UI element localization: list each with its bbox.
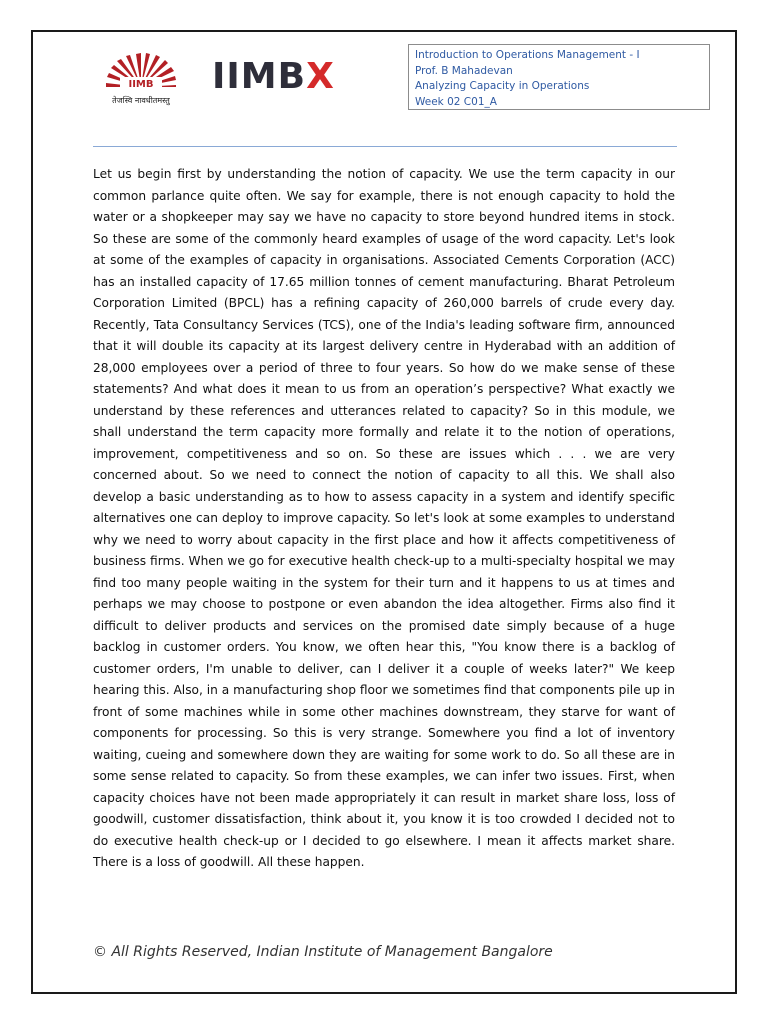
iimbx-logo-main: IIMB (212, 56, 307, 97)
header-divider (93, 146, 677, 147)
course-title: Introduction to Operations Management - I (415, 49, 640, 61)
iimb-motto-text: तेजस्वि नावधीतमस्तु (112, 96, 170, 105)
week-code: Week 02 C01_A (415, 95, 497, 108)
topic-title: Analyzing Capacity in Operations (415, 80, 590, 92)
iimb-mark-text: IIMB (128, 79, 154, 90)
professor-name: Prof. B Mahadevan (415, 64, 513, 77)
transcript-paragraph: Let us begin first by understanding the notion of capacity. We use the term capacity in our common parlance quite often. We say for example, there is not enough capacity to hold the water or a shopkeeper may say we have no capacity to store beyond hundred items in stock. So these are some of the commonly heard examples of usage of the word capacity. Let's look at some of the examples of capacity in organisations. Associated Cements Corporation (ACC) has an installed capacity of 17.65 million tonnes of cement manufacturing. Bharat Petroleum Corporation Limited (BPCL) has a refining capacity of 260,000 barrels of crude every day. Recently, Tata Consultancy Services (TCS), one of the India's leading software firm, announced that it will double its capacity at its largest delivery centre in Hyderabad with an addition of 28,000 employees over a period of three to four years. So how do we make sense of these statements? And what does it mean to us from an operation’s perspective? What exactly we understand by these references and utterances related to capacity? So in this module, we shall understand the term capacity more formally and relate it to the notion of operations, improvement, competitiveness and so on. So these are issues which . . . we are very concerned about. So we need to connect the notion of capacity to all this. We shall also develop a basic understanding as to how to assess capacity in a system and identify specific alternatives one can deploy to improve capacity. So let's look at some examples to understand why we need to worry about capacity in the first place and how it affects competitiveness of business firms. When we go for executive health check-up to a multi-specialty hospital we may find too many people waiting in the system for their turn and it happens to us at times and perhaps we may choose to postpone or even abandon the idea altogether. Firms also find it difficult to deliver products and services on the promised date simply because of a huge backlog in customer orders. You know, we often hear this, "You know there is a backlog of customer orders, I'm unable to deliver, can I deliver it a couple of weeks later?" We keep hearing this. Also, in a manufacturing shop floor we sometimes find that components pile up in front of some machines while in some other machines downstream, they starve for want of components for processing. So this is very strange. Somewhere you find a lot of inventory waiting, cueing and somewhere down they are waiting for some work to do. So all these are in some sense related to capacity. So from these examples, we can infer two issues. First, when capacity choices have not been made appropriately it can result in market share loss, loss of goodwill, customer dissatisfaction, think about it, you know it is too crowded I decided not to do executive health check-up or I decided to go elsewhere. I mean it affects market share. There is a loss of goodwill. All these happen. (93, 167, 675, 869)
course-info-box (408, 44, 710, 110)
iimb-logo (100, 53, 182, 109)
iimbx-logo (212, 55, 335, 99)
iimbx-logo-x: X (306, 56, 335, 97)
copyright-footer: © All Rights Reserved, Indian Institute of Management Bangalore (93, 944, 553, 960)
